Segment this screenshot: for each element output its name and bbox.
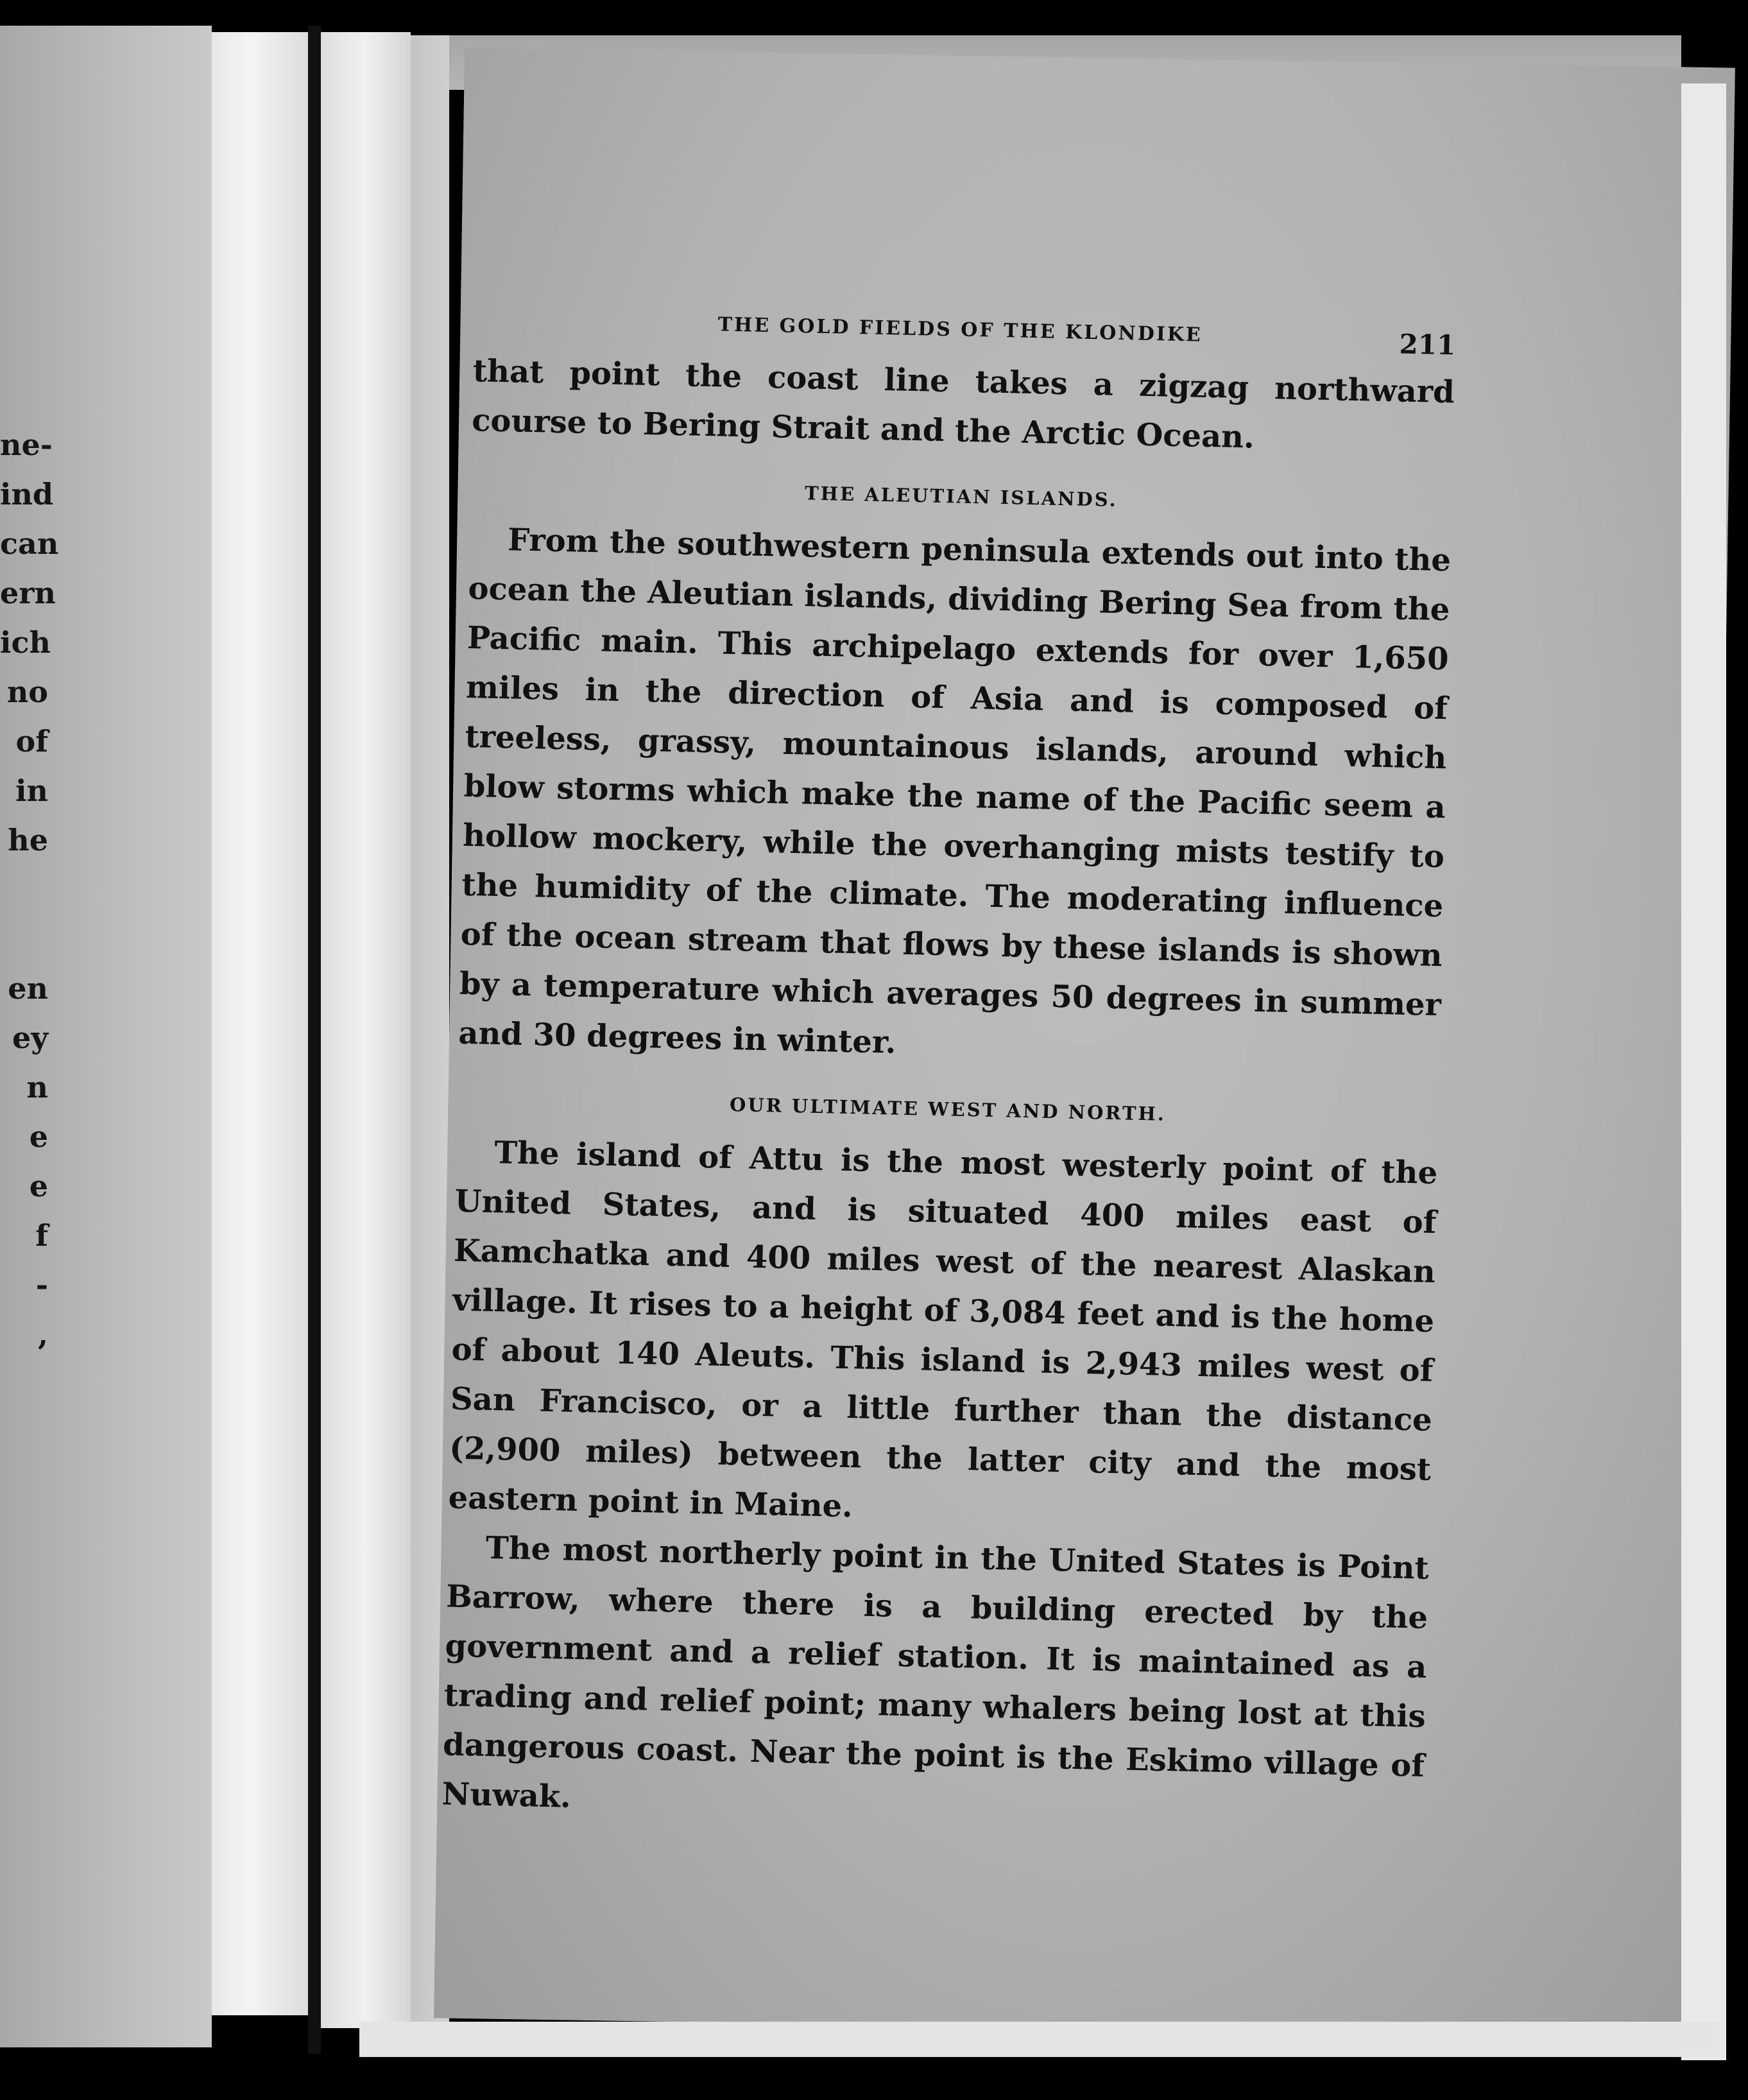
left-fragment: ich xyxy=(0,625,51,660)
left-fragment: , xyxy=(37,1317,48,1352)
left-fragment: he xyxy=(8,823,48,857)
left-fragment: e xyxy=(29,1169,48,1203)
left-fragment xyxy=(0,865,48,915)
left-fragment: n xyxy=(26,1070,48,1105)
frame-right xyxy=(1681,83,1726,2060)
left-page-edge xyxy=(212,32,308,2015)
page-stack-edge xyxy=(321,32,411,2028)
left-fragment: - xyxy=(35,1268,48,1302)
section-heading-aleutian-islands: THE ALEUTIAN ISLANDS. xyxy=(804,482,1118,511)
book-gutter xyxy=(308,26,321,2054)
left-fragment xyxy=(0,915,48,964)
left-fragment: ind xyxy=(0,477,54,512)
paragraph-attu: The island of Attu is the most westerly point of the United States, and is situated 400 miles east of Kamchatka and 400 miles west of the nearest Alaskan village. It rises to a height of 3,084 feet and is the home of about 140 Aleuts. This island is 2,943 miles west of San Francisco, or a little further than the distance (2,900 miles) between the latter city and the most eastern point in Maine. xyxy=(448,1134,1438,1525)
left-fragment: ne- xyxy=(0,427,53,462)
left-fragment: ey xyxy=(12,1020,48,1055)
left-fragment: en xyxy=(8,971,48,1006)
section-heading-ultimate-west-north: OUR ULTIMATE WEST AND NORTH. xyxy=(729,1093,1167,1125)
left-fragment: no xyxy=(6,675,48,709)
left-fragment: of xyxy=(15,724,48,759)
left-fragment: f xyxy=(35,1218,48,1253)
left-fragment: e xyxy=(29,1119,48,1154)
paragraph-continuation: that point the coast line takes a zigzag northward course to Bering Strait and the Arctic Ocean. xyxy=(471,352,1455,456)
page-content xyxy=(441,282,1457,1841)
frame-bottom xyxy=(359,2022,1720,2057)
left-fragment: ern xyxy=(0,576,56,610)
paragraph-aleutian-islands: From the southwestern peninsula extends out into the ocean the Aleutian islands, dividing Bering Sea from the Pacific main. This archipelago extends for over 1,650 miles in the direction of Asia and is composed of treeless, grassy, mountainous islands, around which blow storms which make the name of the Pacific seem a hollow mockery, while the overhanging mists testify to the humidity of the climate. The moderating influence of the ocean stream that flows by these islands is shown by a temperature which averages 50 degrees in summer and 30 degrees in winter. xyxy=(458,522,1452,1061)
left-fragment: can xyxy=(0,526,59,561)
left-page-text-fragments xyxy=(0,420,59,1359)
left-fragment: in xyxy=(15,773,48,808)
page-number: 211 xyxy=(1399,328,1456,361)
paragraph-point-barrow: The most northerly point in the United States is Point Barrow, where there is a building erected by the government and a relief station. It is maintained as a trading and relief point; many whalers being lost at this dangerous coast. Near the point is the Eskimo village of Nuwak. xyxy=(441,1529,1430,1815)
running-head-title: THE GOLD FIELDS OF THE KLONDIKE xyxy=(717,313,1203,347)
